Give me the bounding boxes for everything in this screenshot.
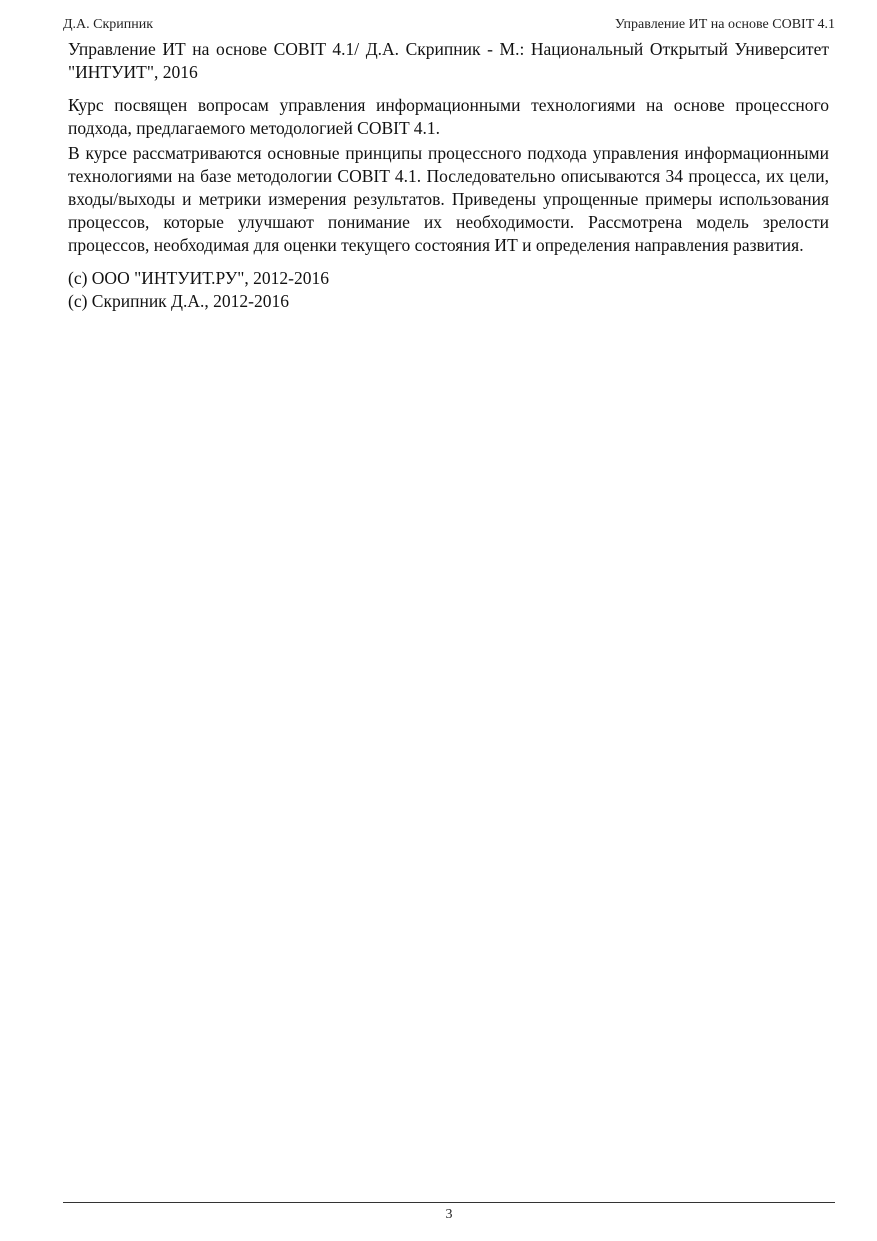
copyright-line-publisher: (с) ООО "ИНТУИТ.РУ", 2012-2016 — [68, 268, 329, 288]
header-title: Управление ИТ на основе COBIT 4.1 — [614, 17, 835, 32]
header-author: Д.А. Скрипник — [63, 17, 154, 32]
bibliographic-citation: Управление ИТ на основе COBIT 4.1/ Д.А. Скрипник - М.: Национальный Открытый Университет "ИНТУИТ", 2016 — [68, 39, 829, 82]
annotation-paragraph-1: Курс посвящен вопросам управления информационными технологиями на основе процессного подхода, предлагаемого методологией COBIT 4.1. — [68, 95, 829, 138]
running-header — [63, 16, 835, 34]
page-content — [68, 38, 829, 313]
footer-divider — [63, 1202, 835, 1203]
copyright-line-author: (с) Скрипник Д.А., 2012-2016 — [68, 291, 289, 311]
page-number: 3 — [445, 1207, 453, 1222]
annotation-paragraph-2: В курсе рассматриваются основные принципы процессного подхода управления информационными технологиями на базе методологии COBIT 4.1. Последовательно описываются 34 процесса, их цели, входы/выходы и метрики измерения результатов. Приведены упрощенные примеры использования процессов, которые улучшают понимание их необходимости. Рассмотрена модель зрелости процессов, необходимая для оценки текущего состояния ИТ и определения направления развития. — [68, 143, 829, 255]
copyright-block — [68, 267, 829, 313]
